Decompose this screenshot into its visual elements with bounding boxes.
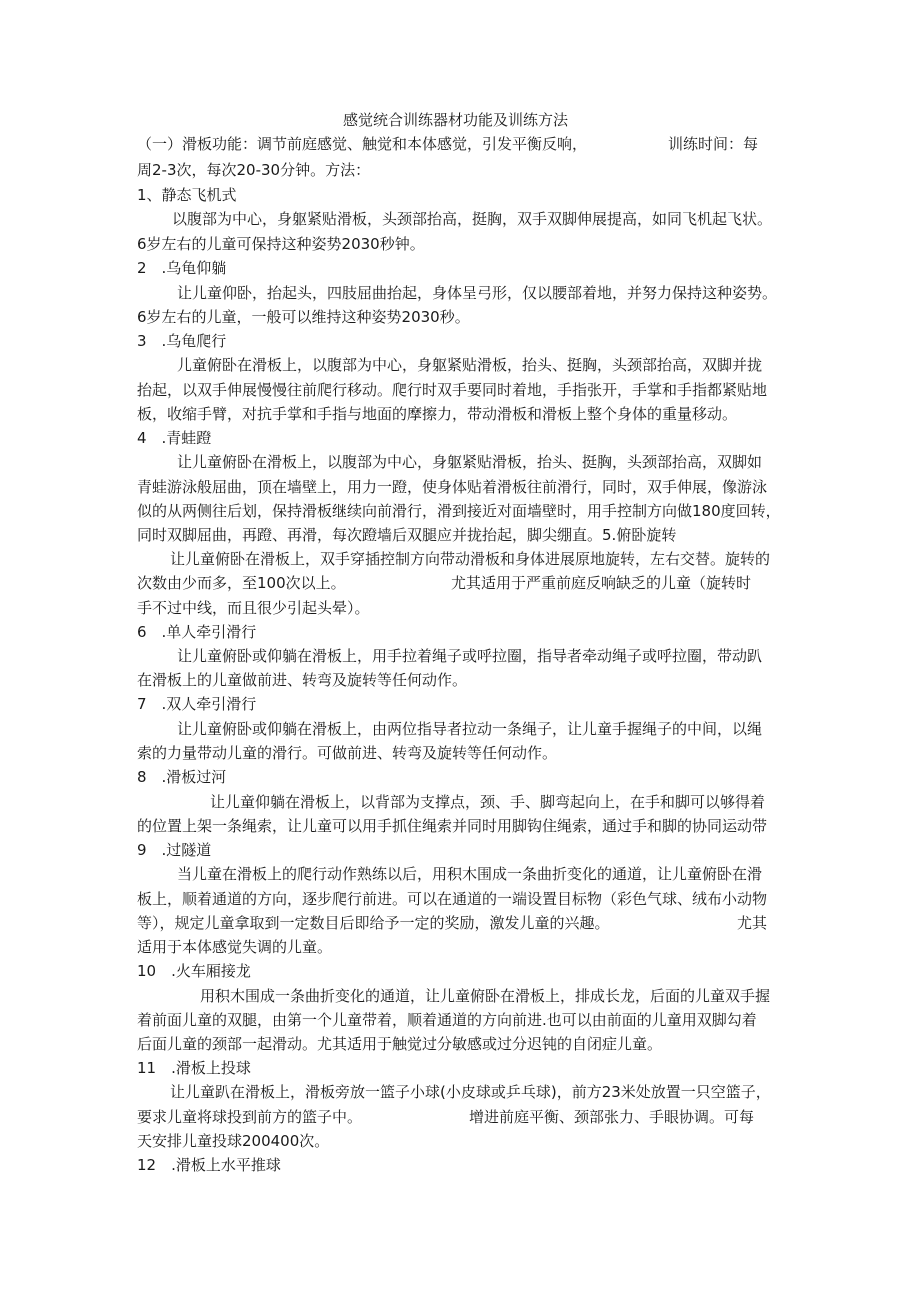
- section-heading: 3 .乌龟爬行: [137, 332, 227, 350]
- paragraph-line: 让儿童俯卧或仰躺在滑板上，用手拉着绳子或呼拉圈，指导者牵动绳子或呼拉圈，带动趴: [177, 647, 763, 665]
- section-heading: 4 .青蛙蹬: [137, 429, 212, 447]
- section-heading: 9 .过隧道: [137, 841, 212, 859]
- paragraph-line: 板上，顺着通道的方向，逐步爬行前进。可以在通道的一端设置目标物（彩色气球、绒布小动物: [137, 890, 768, 908]
- paragraph-line: 让儿童仰卧，抬起头，四肢屈曲抬起，身体呈弓形，仅以腰部着地，并努力保持这种姿势。: [177, 284, 778, 302]
- paragraph-line: 让儿童俯卧在滑板上，双手穿插控制方向带动滑板和身体进展原地旋转，左右交替。旋转的: [170, 550, 771, 568]
- section-heading: 7 .双人牵引滑行: [137, 695, 257, 713]
- paragraph-line: 尤其: [737, 914, 768, 932]
- section-heading: 8 .滑板过河: [137, 768, 227, 786]
- paragraph-line: 天安排儿童投球200400次。: [137, 1132, 330, 1150]
- paragraph-line: 次数由少而多，至100次以上。: [137, 574, 346, 592]
- paragraph-line: 让儿童仰躺在滑板上，以背部为支撑点，颈、手、脚弯起向上，在手和脚可以够得着: [210, 793, 766, 811]
- paragraph-line: 要求儿童将球投到前方的篮子中。: [137, 1108, 363, 1126]
- paragraph-line: 让儿童趴在滑板上，滑板旁放一篮子小球(小皮球或乒乓球)，前方23米处放置一只空篮子，: [170, 1083, 771, 1101]
- section-heading: 10 .火车厢接龙: [137, 962, 251, 980]
- paragraph-line: 等），规定儿童拿取到一定数目后即给予一定的奖励，激发儿童的兴趣。: [137, 914, 610, 932]
- paragraph-line: 青蛙游泳般屈曲，顶在墙壁上，用力一蹬，使身体贴着滑板往前滑行，同时，双手伸展，像游泳: [137, 478, 768, 496]
- document-title: 感觉统合训练器材功能及训练方法: [343, 111, 569, 129]
- paragraph-line: 以腹部为中心，身躯紧贴滑板，头颈部抬高，挺胸，双手双脚伸展提高，如同飞机起飞状。: [172, 210, 773, 228]
- section-heading: 12 .滑板上水平推球: [137, 1156, 281, 1174]
- paragraph-line: 适用于本体感觉失调的儿童。: [137, 938, 333, 956]
- paragraph-line: 增进前庭平衡、颈部张力、手眼协调。可每: [469, 1108, 755, 1126]
- paragraph-line: 在滑板上的儿童做前进、转弯及旋转等任何动作。: [137, 671, 468, 689]
- paragraph-line: 儿童俯卧在滑板上，以腹部为中心，身躯紧贴滑板，抬头、挺胸，头颈部抬高，双脚并拢: [177, 356, 763, 374]
- section-heading: 2 .乌龟仰躺: [137, 259, 227, 277]
- paragraph-line: 同时双脚屈曲，再蹬、再滑，每次蹬墙后双腿应并拢抬起，脚尖绷直。5.俯卧旋转: [137, 526, 677, 544]
- paragraph-line: 板，收缩手臂，对抗手掌和手指与地面的摩擦力，带动滑板和滑板上整个身体的重量移动。: [137, 405, 738, 423]
- section-heading: 1、静态飞机式: [137, 186, 237, 204]
- paragraph-line: 手不过中线，而且很少引起头晕）。: [137, 599, 370, 617]
- paragraph-line: 让儿童俯卧或仰躺在滑板上，由两位指导者拉动一条绳子，让儿童手握绳子的中间，以绳: [177, 720, 763, 738]
- paragraph-line: 的位置上架一条绳索，让儿童可以用手抓住绳索并同时用脚钩住绳索，通过手和脚的协同运动带: [137, 817, 768, 835]
- intro-line: 周2-3次，每次20-30分钟。方法：: [137, 161, 371, 179]
- paragraph-line: 6岁左右的儿童可保持这种姿势2030秒钟。: [137, 235, 425, 253]
- paragraph-line: 让儿童俯卧在滑板上，以腹部为中心，身躯紧贴滑板，抬头、挺胸，头颈部抬高，双脚如: [177, 453, 763, 471]
- paragraph-line: 似的从两侧往后划，保持滑板继续向前滑行，滑到接近对面墙壁时，用手控制方向做180度回转，: [137, 502, 781, 520]
- intro-line: （一）滑板功能：调节前庭感觉、触觉和本体感觉，引发平衡反响，: [137, 135, 588, 153]
- intro-line: 训练时间：每: [668, 135, 759, 153]
- paragraph-line: 6岁左右的儿童，一般可以维持这种姿势2030秒。: [137, 308, 470, 326]
- paragraph-line: 索的力量带动儿童的滑行。可做前进、转弯及旋转等任何动作。: [137, 744, 558, 762]
- section-heading: 6 .单人牵引滑行: [137, 623, 257, 641]
- paragraph-line: 用积木围成一条曲折变化的通道，让儿童俯卧在滑板上，排成长龙，后面的儿童双手握: [200, 987, 771, 1005]
- paragraph-line: 着前面儿童的双腿，由第一个儿童带着，顺着通道的方向前进.也可以由前面的儿童用双脚勾着: [137, 1011, 757, 1029]
- section-heading: 11 .滑板上投球: [137, 1059, 251, 1077]
- paragraph-line: 后面儿童的颈部一起滑动。尤其适用于触觉过分敏感或过分迟钝的自闭症儿童。: [137, 1035, 663, 1053]
- paragraph-line: 当儿童在滑板上的爬行动作熟练以后，用积木围成一条曲折变化的通道，让儿童俯卧在滑: [177, 865, 763, 883]
- paragraph-line: 抬起，以双手伸展慢慢往前爬行移动。爬行时双手要同时着地，手指张开，手掌和手指都紧贴地: [137, 381, 768, 399]
- paragraph-line: 尤其适用于严重前庭反响缺乏的儿童（旋转时: [451, 574, 752, 592]
